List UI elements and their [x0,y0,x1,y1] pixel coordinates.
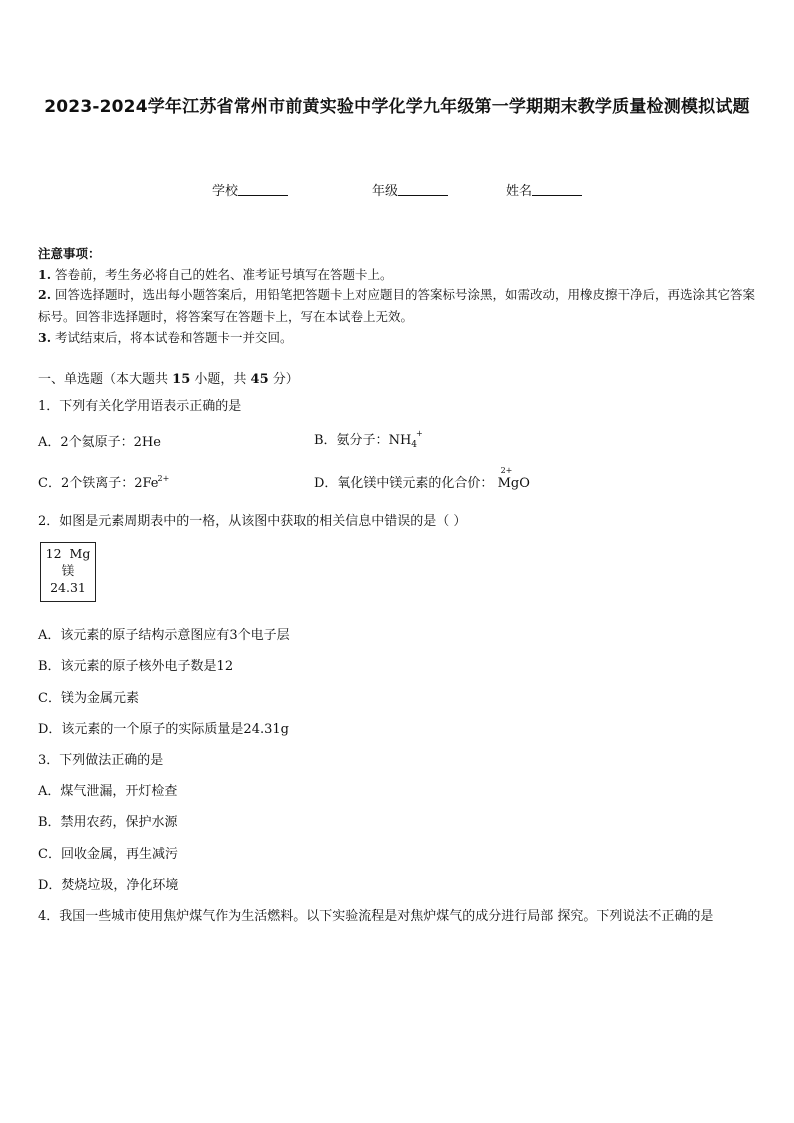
q3-option-b[interactable]: B．禁用农药，保护水源 [38,815,178,830]
q1-option-b-charge: + [416,429,423,438]
q1-option-b[interactable] [314,429,423,450]
notes-heading: 注意事项： [38,246,101,261]
cell-top-row [41,545,95,562]
q1-option-a[interactable]: A．2个氦原子：2He [38,435,161,450]
note-2 [38,284,756,328]
note-1-text: 答卷前，考生务必将自己的姓名、准考证号填写在答题卡上。 [55,267,393,282]
school-blank[interactable] [238,183,288,196]
note-2-text: 回答选择题时，选出每小题答案后，用铅笔把答题卡上对应题目的答案标号涂黑，如需改动，用橡皮擦干净后，再选涂其它答案标号。回答非选择题时，将答案写在答题卡上，写在本试卷上无效。 [38,287,756,324]
note-1-number: 1. [38,267,52,282]
q2-option-b[interactable]: B．该元素的原子核外电子数是12 [38,659,234,674]
q3-option-c[interactable]: C．回收金属，再生减污 [38,847,178,862]
q1-option-b-formula: NH [388,433,412,448]
note-1 [38,265,393,283]
note-3-text: 考试结束后，将本试卷和答题卡一并交回。 [55,330,293,345]
note-3-number: 3. [38,330,52,345]
q1-option-d-formula: MgO [497,476,530,491]
atomic-mass: 24.31 [50,580,86,595]
school-field [212,180,288,199]
q3-option-a[interactable]: A．煤气泄漏，开灯检查 [38,784,178,799]
section-mid: 小题，共 [194,372,247,387]
q1-option-c-charge: 2+ [157,474,170,483]
section-count: 15 [172,372,191,387]
q1-option-d-valence-formula [497,466,530,491]
name-blank[interactable] [532,183,582,196]
element-name: 镁 [61,563,75,578]
q1-option-b-label: B．氨分子： [314,433,389,448]
grade-label: 年级 [372,184,399,199]
name-field [506,180,582,199]
grade-blank[interactable] [398,183,448,196]
q1-option-c[interactable] [38,472,169,491]
school-label: 学校 [212,184,239,199]
q1-option-d-label: D．氧化镁中镁元素的化合价： [314,476,494,491]
q1-option-b-subscript: 4 [411,440,418,450]
q2-stem: 2．如图是元素周期表中的一格，从该图中获取的相关信息中错误的是（ ） [38,514,467,529]
note-2-number: 2. [38,287,52,302]
q1-option-c-label: C．2个铁离子：2Fe [38,476,159,491]
q2-option-d[interactable]: D．该元素的一个原子的实际质量是24.31g [38,722,289,737]
q4-stem: 4．我国一些城市使用焦炉煤气作为生活燃料。以下实验流程是对焦炉煤气的成分进行局部 探究。下列说法不正确的是 [38,909,714,924]
section-heading [38,368,299,387]
q3-option-d[interactable]: D．焚烧垃圾，净化环境 [38,878,179,893]
exam-title: 2023-2024学年江苏省常州市前黄实验中学化学九年级第一学期期末教学质量检测模拟试题 [44,97,750,117]
name-label: 姓名 [506,184,533,199]
section-suffix: 分） [272,372,299,387]
q1-stem: 1．下列有关化学用语表示正确的是 [38,399,242,414]
grade-field [372,180,448,199]
atomic-number: 12 [45,546,62,561]
periodic-table-cell [40,542,96,602]
q1-option-d-valence: 2+ [500,466,513,475]
element-symbol: Mg [69,546,91,561]
section-prefix: 一、单选题（本大题共 [38,372,169,387]
q2-option-c[interactable]: C．镁为金属元素 [38,691,139,706]
q3-stem: 3．下列做法正确的是 [38,753,164,768]
q1-option-d[interactable] [314,466,530,491]
note-3 [38,328,293,346]
section-score: 45 [250,372,269,387]
q2-option-a[interactable]: A．该元素的原子结构示意图应有3个电子层 [38,628,290,643]
